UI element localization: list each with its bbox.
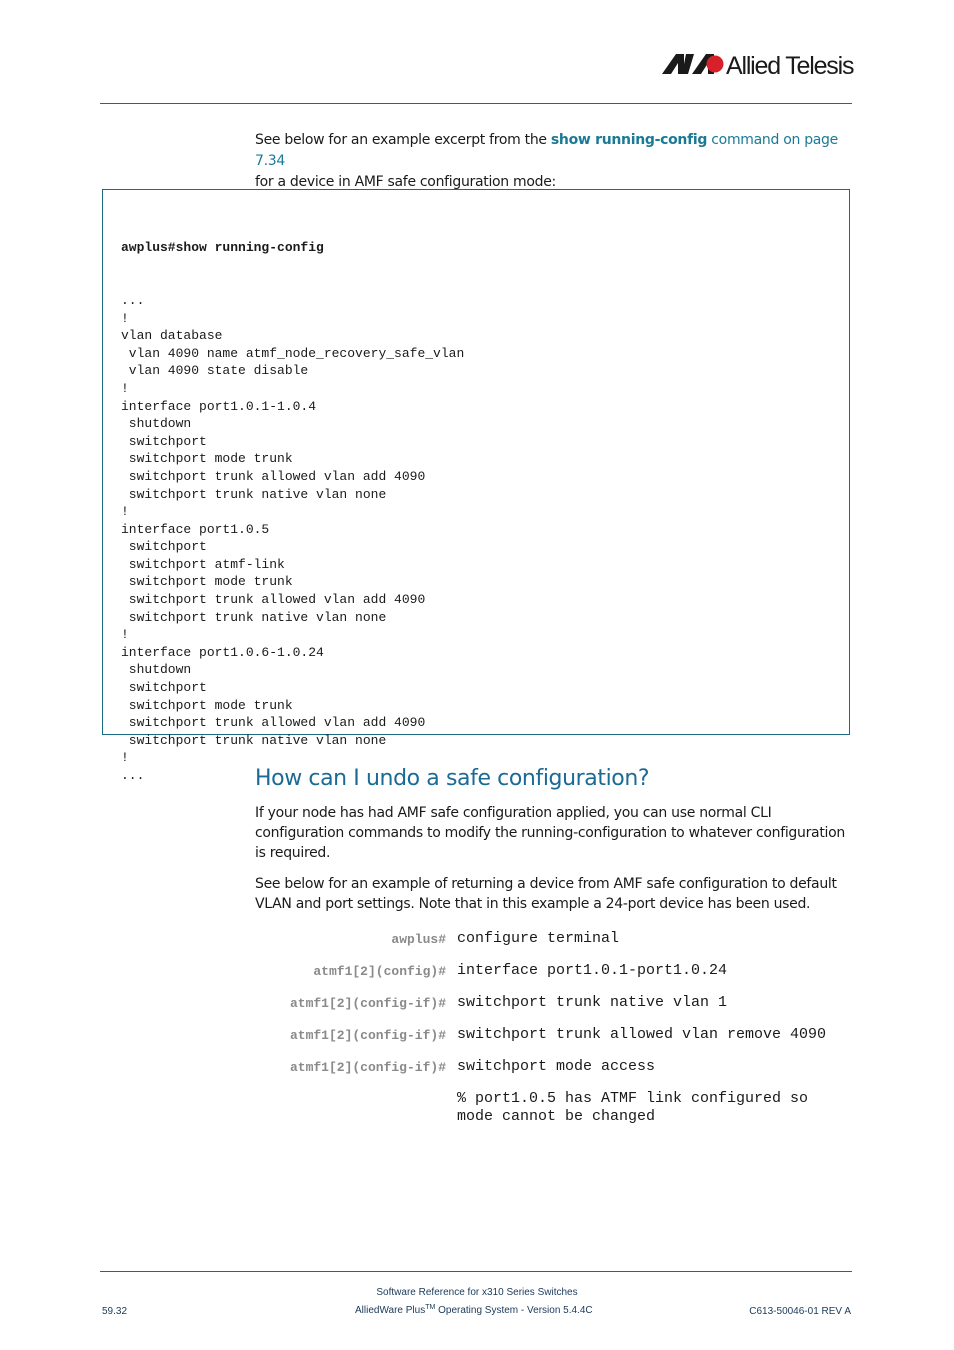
code-line: switchport trunk native vlan none — [121, 732, 387, 748]
footer-page-number: 59.32 — [102, 1306, 128, 1317]
code-line: vlan 4090 state disable — [121, 363, 309, 379]
code-line: interface port1.0.5 — [121, 521, 270, 537]
code-line: interface port1.0.1-1.0.4 — [121, 398, 317, 414]
cli-command: switchport trunk allowed vlan remove 4090 — [457, 1026, 827, 1043]
section-heading: How can I undo a safe configuration? — [255, 766, 650, 791]
cli-prompt: awplus# — [391, 932, 446, 947]
logo-wordmark: Allied Telesis — [726, 52, 854, 80]
code-line: ! — [121, 380, 129, 396]
intro-paragraph — [255, 130, 855, 193]
cli-prompt: atmf1[2](config)# — [313, 964, 446, 979]
cli-command: configure terminal — [457, 930, 620, 947]
footer-system-name: AlliedWare Plus — [355, 1305, 426, 1316]
code-line: switchport trunk native vlan none — [121, 486, 387, 502]
footer-system — [355, 1304, 593, 1316]
intro-text-continued: for a device in AMF safe configuration mode: — [255, 174, 556, 190]
company-logo — [662, 52, 857, 80]
code-line: switchport mode trunk — [121, 574, 293, 590]
code-line: vlan 4090 name atmf_node_recovery_safe_vlan — [121, 345, 465, 361]
code-line: vlan database — [121, 328, 223, 344]
code-line: interface port1.0.6-1.0.24 — [121, 644, 324, 660]
trademark-mark: TM — [425, 1304, 436, 1311]
cli-command: switchport trunk native vlan 1 — [457, 994, 728, 1011]
cli-command: switchport mode access — [457, 1058, 656, 1075]
cli-prompt: atmf1[2](config-if)# — [289, 1060, 446, 1075]
footer-system-version: Operating System - Version 5.4.4C — [435, 1305, 593, 1316]
code-line: ... — [121, 292, 145, 308]
code-line: switchport trunk allowed vlan add 4090 — [121, 715, 426, 731]
code-line: ! — [121, 310, 129, 326]
code-line: switchport mode trunk — [121, 697, 293, 713]
footer-title: Software Reference for x310 Series Switches — [376, 1287, 578, 1298]
code-line: switchport atmf-link — [121, 556, 285, 572]
code-line: switchport trunk allowed vlan add 4090 — [121, 468, 426, 484]
cli-command: interface port1.0.1-port1.0.24 — [457, 962, 728, 979]
code-line: switchport — [121, 433, 207, 449]
code-line: ! — [121, 750, 129, 766]
code-line: ! — [121, 627, 129, 643]
code-line: switchport trunk allowed vlan add 4090 — [121, 592, 426, 608]
header-divider — [100, 103, 852, 104]
code-line: shutdown — [121, 662, 192, 678]
code-line: shutdown — [121, 416, 192, 432]
section-paragraph-2: See below for an example of returning a device from AMF safe configuration to default VLAN and port settings. Note that in this example a 24-port device has been used. — [255, 876, 837, 912]
allied-telesis-logo-icon — [662, 54, 724, 74]
cli-prompt: atmf1[2](config-if)# — [289, 1028, 446, 1043]
footer-divider — [100, 1271, 852, 1272]
code-line: switchport trunk native vlan none — [121, 609, 387, 625]
code-command: awplus#show running-config — [121, 240, 324, 256]
show-running-config-link[interactable]: show running-config — [550, 132, 708, 148]
footer-document-id: C613-50046-01 REV A — [749, 1306, 851, 1317]
code-line: switchport — [121, 539, 207, 555]
intro-text: See below for an example excerpt from the — [255, 132, 551, 148]
cli-output-text: % port1.0.5 has ATMF link configured so mode cannot be changed — [457, 1090, 809, 1125]
code-listing — [121, 204, 464, 785]
code-line: switchport — [121, 680, 207, 696]
code-line: ! — [121, 504, 129, 520]
code-line: ... — [121, 768, 145, 783]
code-line: switchport mode trunk — [121, 451, 293, 467]
page-reference-link[interactable]: command on page 7.34 — [255, 132, 838, 169]
cli-prompt: atmf1[2](config-if)# — [289, 996, 446, 1011]
section-paragraph-1: If your node has had AMF safe configuration applied, you can use normal CLI configuration commands to modify the running-configuration to whatever configuration is required. — [255, 805, 845, 861]
